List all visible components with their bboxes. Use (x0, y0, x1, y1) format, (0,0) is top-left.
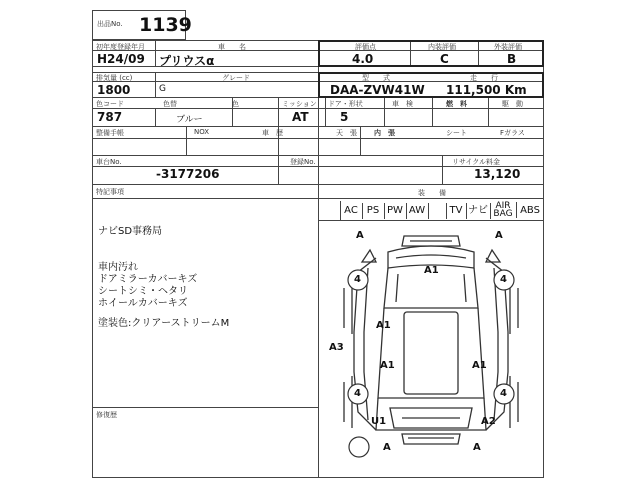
interior2-label: 内 張 (374, 129, 395, 137)
color-tone-label: 色替 (163, 100, 177, 108)
mark-front-right: A (495, 230, 503, 241)
model-code-value: DAA-ZVW41W (330, 83, 425, 97)
note-line: ドアミラーカバーキズ (98, 274, 198, 285)
recycle-value: 13,120 (474, 167, 521, 181)
mark-left-rear-door: A1 (380, 360, 395, 371)
color-label: 色 (232, 100, 239, 108)
equip-ps: PS (362, 203, 385, 219)
note-line: ナビSD事務局 (98, 226, 163, 237)
mark-rear-left: U1 (371, 416, 387, 427)
plate-label: 登録No. (290, 158, 316, 166)
mark-bumper-left: A (383, 442, 391, 453)
equipment-label: 装 備 (418, 189, 446, 197)
inspection-label: 車 検 (392, 100, 413, 108)
score-value: 4.0 (352, 52, 374, 66)
trans-value: AT (292, 110, 309, 124)
mark-right-rear-door: A1 (472, 360, 487, 371)
maint-label: 整備手帳 (96, 129, 124, 137)
equip-airbag: AIR BAG (490, 202, 517, 218)
mileage-value: 111,500 Km (446, 83, 527, 97)
equip-aw: AW (406, 203, 429, 219)
model-code-label: 型 式 (362, 74, 390, 82)
equip-empty (428, 203, 447, 219)
equip-navi: ナビ (466, 203, 491, 219)
interior-value: C (440, 52, 449, 66)
reg-year: H24/09 (97, 52, 145, 66)
chassis-value: -3177206 (156, 167, 220, 181)
lot-box (92, 10, 192, 40)
mark-tire-fr: 4 (500, 274, 507, 285)
note-line: 塗装色:クリアーストリームM (98, 318, 230, 329)
note-line: 車内汚れ (98, 262, 138, 273)
reg-year-label: 初年度登録年月 (96, 43, 145, 51)
nox-label: NOX (194, 128, 210, 136)
color-code-label: 色コード (96, 100, 124, 108)
seat-label: シート (446, 129, 467, 137)
repair-label: 修復歴 (96, 411, 117, 419)
score-label: 評価点 (355, 43, 376, 51)
doors-label: ドア・形状 (328, 100, 363, 108)
mark-rear-right: A2 (481, 416, 496, 427)
color-code-value: 787 (97, 110, 123, 124)
trans-label: ミッション (282, 100, 317, 108)
car-diagram (318, 222, 544, 478)
mark-front-left: A (356, 230, 364, 241)
cc-value: 1800 (97, 83, 131, 97)
equip-pw: PW (384, 203, 407, 219)
interior-label: 内装評価 (428, 43, 456, 51)
grade-label: グレード (222, 74, 250, 82)
exterior-value: B (507, 52, 517, 66)
mark-left-front-door: A1 (376, 320, 391, 331)
equip-ac: AC (340, 203, 363, 219)
note-line: シートシミ・ヘタリ (98, 286, 188, 297)
note-line: ホイールカバーキズ (98, 298, 188, 309)
sunroof-label: 天 張 (336, 129, 357, 137)
recycle-label: リサイクル料金 (452, 158, 501, 166)
fuel-label: 燃 料 (446, 100, 467, 108)
notes-label: 特記事項 (96, 188, 124, 196)
chassis-label: 車台No. (96, 158, 122, 166)
equip-abs: ABS (520, 205, 540, 216)
model-name: プリウスα (159, 54, 215, 68)
lot-label: 出品No. (97, 20, 123, 28)
history-label: 車 歴 (262, 129, 283, 137)
equip-tv: TV (446, 203, 467, 219)
mileage-label: 走 行 (470, 74, 498, 82)
lot-number: 1139 (139, 14, 192, 36)
grade-value: G (159, 84, 166, 94)
doors-value: 5 (340, 110, 349, 124)
mark-bumper-right: A (473, 442, 481, 453)
model-label: 車 名 (218, 43, 246, 51)
mark-tire-fl: 4 (354, 274, 361, 285)
mark-hood: A1 (424, 265, 439, 276)
glass-label: Fガラス (500, 129, 525, 137)
mark-tire-rl: 4 (354, 388, 361, 399)
mark-tire-rr: 4 (500, 388, 507, 399)
exterior-label: 外装評価 (494, 43, 522, 51)
cc-label: 排気量 (cc) (96, 74, 133, 82)
drive-label: 駆 動 (502, 100, 523, 108)
mark-left-side: A3 (329, 342, 344, 353)
color-value: ブルー (176, 115, 203, 125)
